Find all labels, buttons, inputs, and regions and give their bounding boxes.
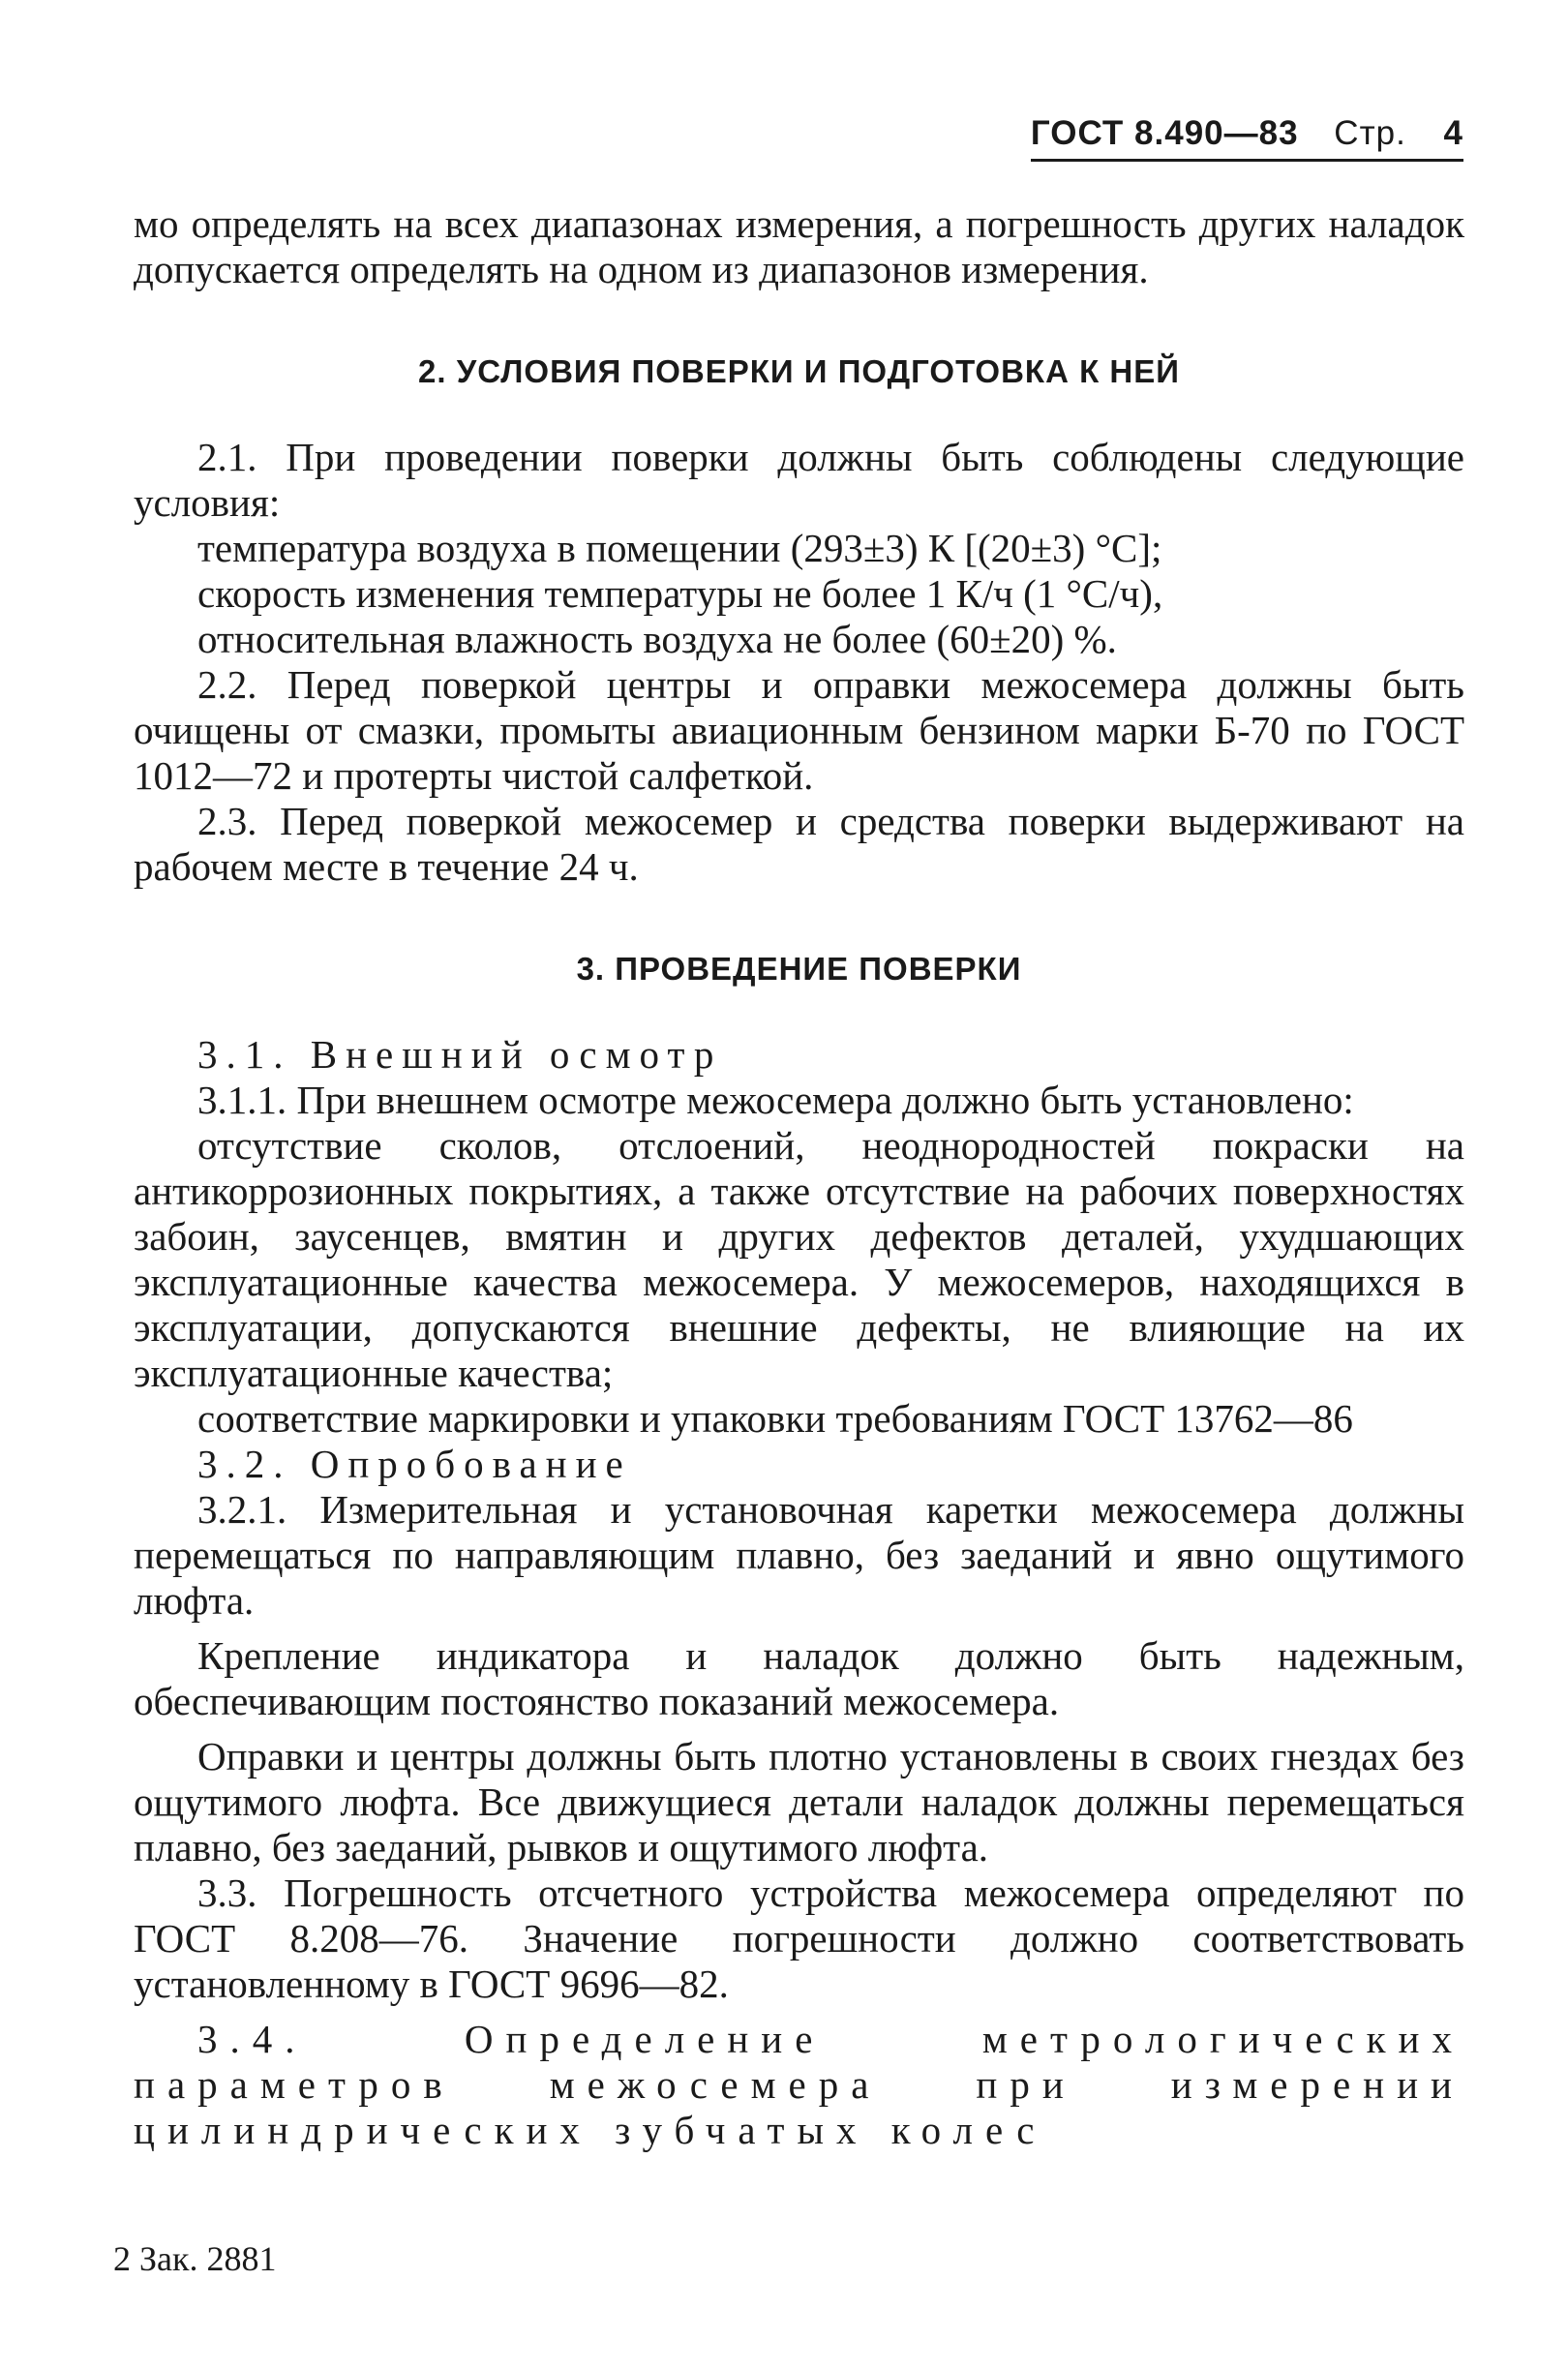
paragraph-3-1-1-b: соответствие маркировки и упаковки требованиям ГОСТ 13762—86 bbox=[197, 1396, 1353, 1441]
paragraph-2-1: 2.1. При проведении поверки должны быть соблюдены следующие условия: bbox=[134, 435, 1464, 525]
section-2-heading: 2. УСЛОВИЯ ПОВЕРКИ И ПОДГОТОВКА К НЕЙ bbox=[418, 353, 1180, 389]
heading-3-1: 3.1. Внешний осмотр bbox=[197, 1032, 723, 1077]
heading-3-2: 3.2. Опробование bbox=[197, 1442, 632, 1486]
paragraph-3-2-b: Крепление индикатора и наладок должно быть надежным, обеспечивающим постоянство показаний межосемера. bbox=[134, 1633, 1464, 1723]
paragraph-3-3: 3.3. Погрешность отсчетного устройства межосемера определяют по ГОСТ 8.208—76. Значение погрешности должно соответствовать установленному в ГОСТ 9696—82. bbox=[134, 1870, 1464, 2006]
paragraph-3-1-1: 3.1.1. При внешнем осмотре межосемера должно быть установлено: bbox=[197, 1078, 1354, 1122]
paragraph-2-3: 2.3. Перед поверкой межосемер и средства поверки выдерживают на рабочем месте в течение 24 ч. bbox=[134, 799, 1464, 889]
document-body bbox=[134, 201, 1464, 2153]
standard-number: ГОСТ 8.490—83 bbox=[1030, 114, 1299, 152]
paragraph-3-1-1-a: отсутствие сколов, отслоений, неоднородностей покраски на антикоррозионных покрытиях, а также отсутствие на рабочих поверхностях забоин, заусенцев, вмятин и других дефектов деталей, ухудшающих эксплуатационные качества межосемера. У межосемеров, находящихся в эксплуатации, допускаются внешние дефекты, не влияющие на их эксплуатационные качества; bbox=[134, 1123, 1464, 1395]
page-header bbox=[1031, 114, 1463, 162]
paragraph-3-2-1: 3.2.1. Измерительная и установочная каретки межосемера должны перемещаться по направляющим плавно, без заеданий и явно ощутимого люфта. bbox=[134, 1487, 1464, 1623]
paragraph-3-2-c: Оправки и центры должны быть плотно установлены в своих гнездах без ощутимого люфта. Все движущиеся детали наладок должны перемещаться плавно, без заеданий, рывков и ощутимого люфта. bbox=[134, 1734, 1464, 1870]
paragraph-2-2: 2.2. Перед поверкой центры и оправки межосемера должны быть очищены от смазки, промыты авиационным бензином марки Б-70 по ГОСТ 1012—72 и протерты чистой салфеткой. bbox=[134, 662, 1464, 798]
page-number: 4 bbox=[1443, 114, 1463, 152]
heading-3-4: 3.4. Определение метрологических параметров межосемера при измерении цилиндрических зубчатых колес bbox=[134, 2017, 1464, 2152]
page-label: Стр. bbox=[1334, 114, 1406, 152]
section-3-heading: 3. ПРОВЕДЕНИЕ ПОВЕРКИ bbox=[576, 951, 1022, 987]
condition-rate: скорость изменения температуры не более 1 К/ч (1 °С/ч), bbox=[197, 571, 1163, 616]
condition-humidity: относительная влажность воздуха не более (60±20) %. bbox=[197, 617, 1117, 661]
intro-paragraph: мо определять на всех диапазонах измерения, а погрешность других наладок допускается определять на одном из диапазонов измерения. bbox=[134, 201, 1464, 291]
print-order-note: 2 Зак. 2881 bbox=[113, 2239, 277, 2278]
condition-temperature: температура воздуха в помещении (293±3) К [(20±3) °С]; bbox=[197, 526, 1162, 570]
